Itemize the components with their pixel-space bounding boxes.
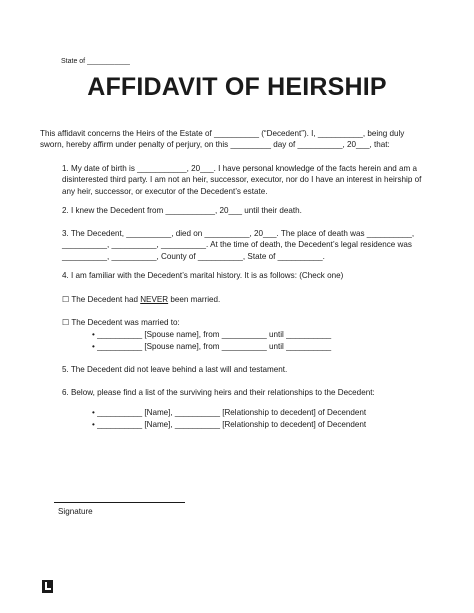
- state-field: State of ___________: [61, 58, 130, 65]
- legal-templates-logo-icon: [42, 580, 53, 593]
- heir-list-item: • __________ [Name], __________ [Relationship to decedent] of Decendent: [92, 420, 367, 429]
- checkbox-was-married[interactable]: ☐ The Decedent was married to:: [62, 318, 180, 327]
- intro-line-2: sworn, hereby affirm under penalty of perjury, on this _________ day of __________, 20___, that:: [40, 140, 390, 150]
- item-4-paragraph: [62, 270, 343, 281]
- document-title: AFFIDAVIT OF HEIRSHIP: [87, 73, 387, 101]
- item-1-paragraph: [62, 163, 421, 197]
- item-5-paragraph: 5. The Decedent did not leave behind a last will and testament.: [62, 365, 288, 374]
- item-3-paragraph: [62, 228, 414, 262]
- signature-line[interactable]: [54, 502, 185, 503]
- heir-list-item: • __________ [Name], __________ [Relationship to decedent] of Decendent: [92, 408, 367, 417]
- item-3-line-1: 3. The Decedent, __________, died on __________, 20___. The place of death was __________,: [62, 229, 415, 238]
- item-3-line-2: __________, __________, __________. At the time of death, the Decedent’s legal residence was: [62, 240, 412, 250]
- item-2-line-1: 2. I knew the Decedent from ___________, 20___ until their death.: [62, 206, 302, 215]
- item-1-line-3: any heir, successor, or executor of the Decedent’s estate.: [62, 186, 268, 196]
- intro-line-1: This affidavit concerns the Heirs of the Estate of __________ (“Decedent”). I, __________, being duly: [40, 129, 405, 138]
- signature-label: Signature: [58, 507, 93, 516]
- never-married-text-before: ☐ The Decedent had: [62, 295, 141, 304]
- never-emphasis: NEVER: [140, 295, 169, 304]
- checkbox-never-married[interactable]: [62, 294, 220, 305]
- item-4-line-1: 4. I am familiar with the Decedent’s marital history. It is as follows: (Check one): [62, 271, 344, 280]
- never-married-text-after: been married.: [168, 295, 221, 304]
- intro-paragraph: [40, 128, 404, 151]
- item-2-paragraph: [62, 205, 302, 216]
- item-1-line-1: 1. My date of birth is ___________, 20___. I have personal knowledge of the facts herein and am a: [62, 164, 418, 173]
- item-3-line-3: __________, __________, County of __________, State of __________.: [62, 251, 325, 261]
- item-1-line-2: disinterested third party. I am not an heir, successor, executor, nor do I have an interest in heirship of: [62, 175, 422, 185]
- spouse-list-item: • __________ [Spouse name], from __________ until __________: [92, 330, 332, 339]
- item-6-paragraph: 6. Below, please find a list of the surviving heirs and their relationships to the Decedent:: [62, 388, 375, 397]
- spouse-list-item: • __________ [Spouse name], from __________ until __________: [92, 342, 332, 351]
